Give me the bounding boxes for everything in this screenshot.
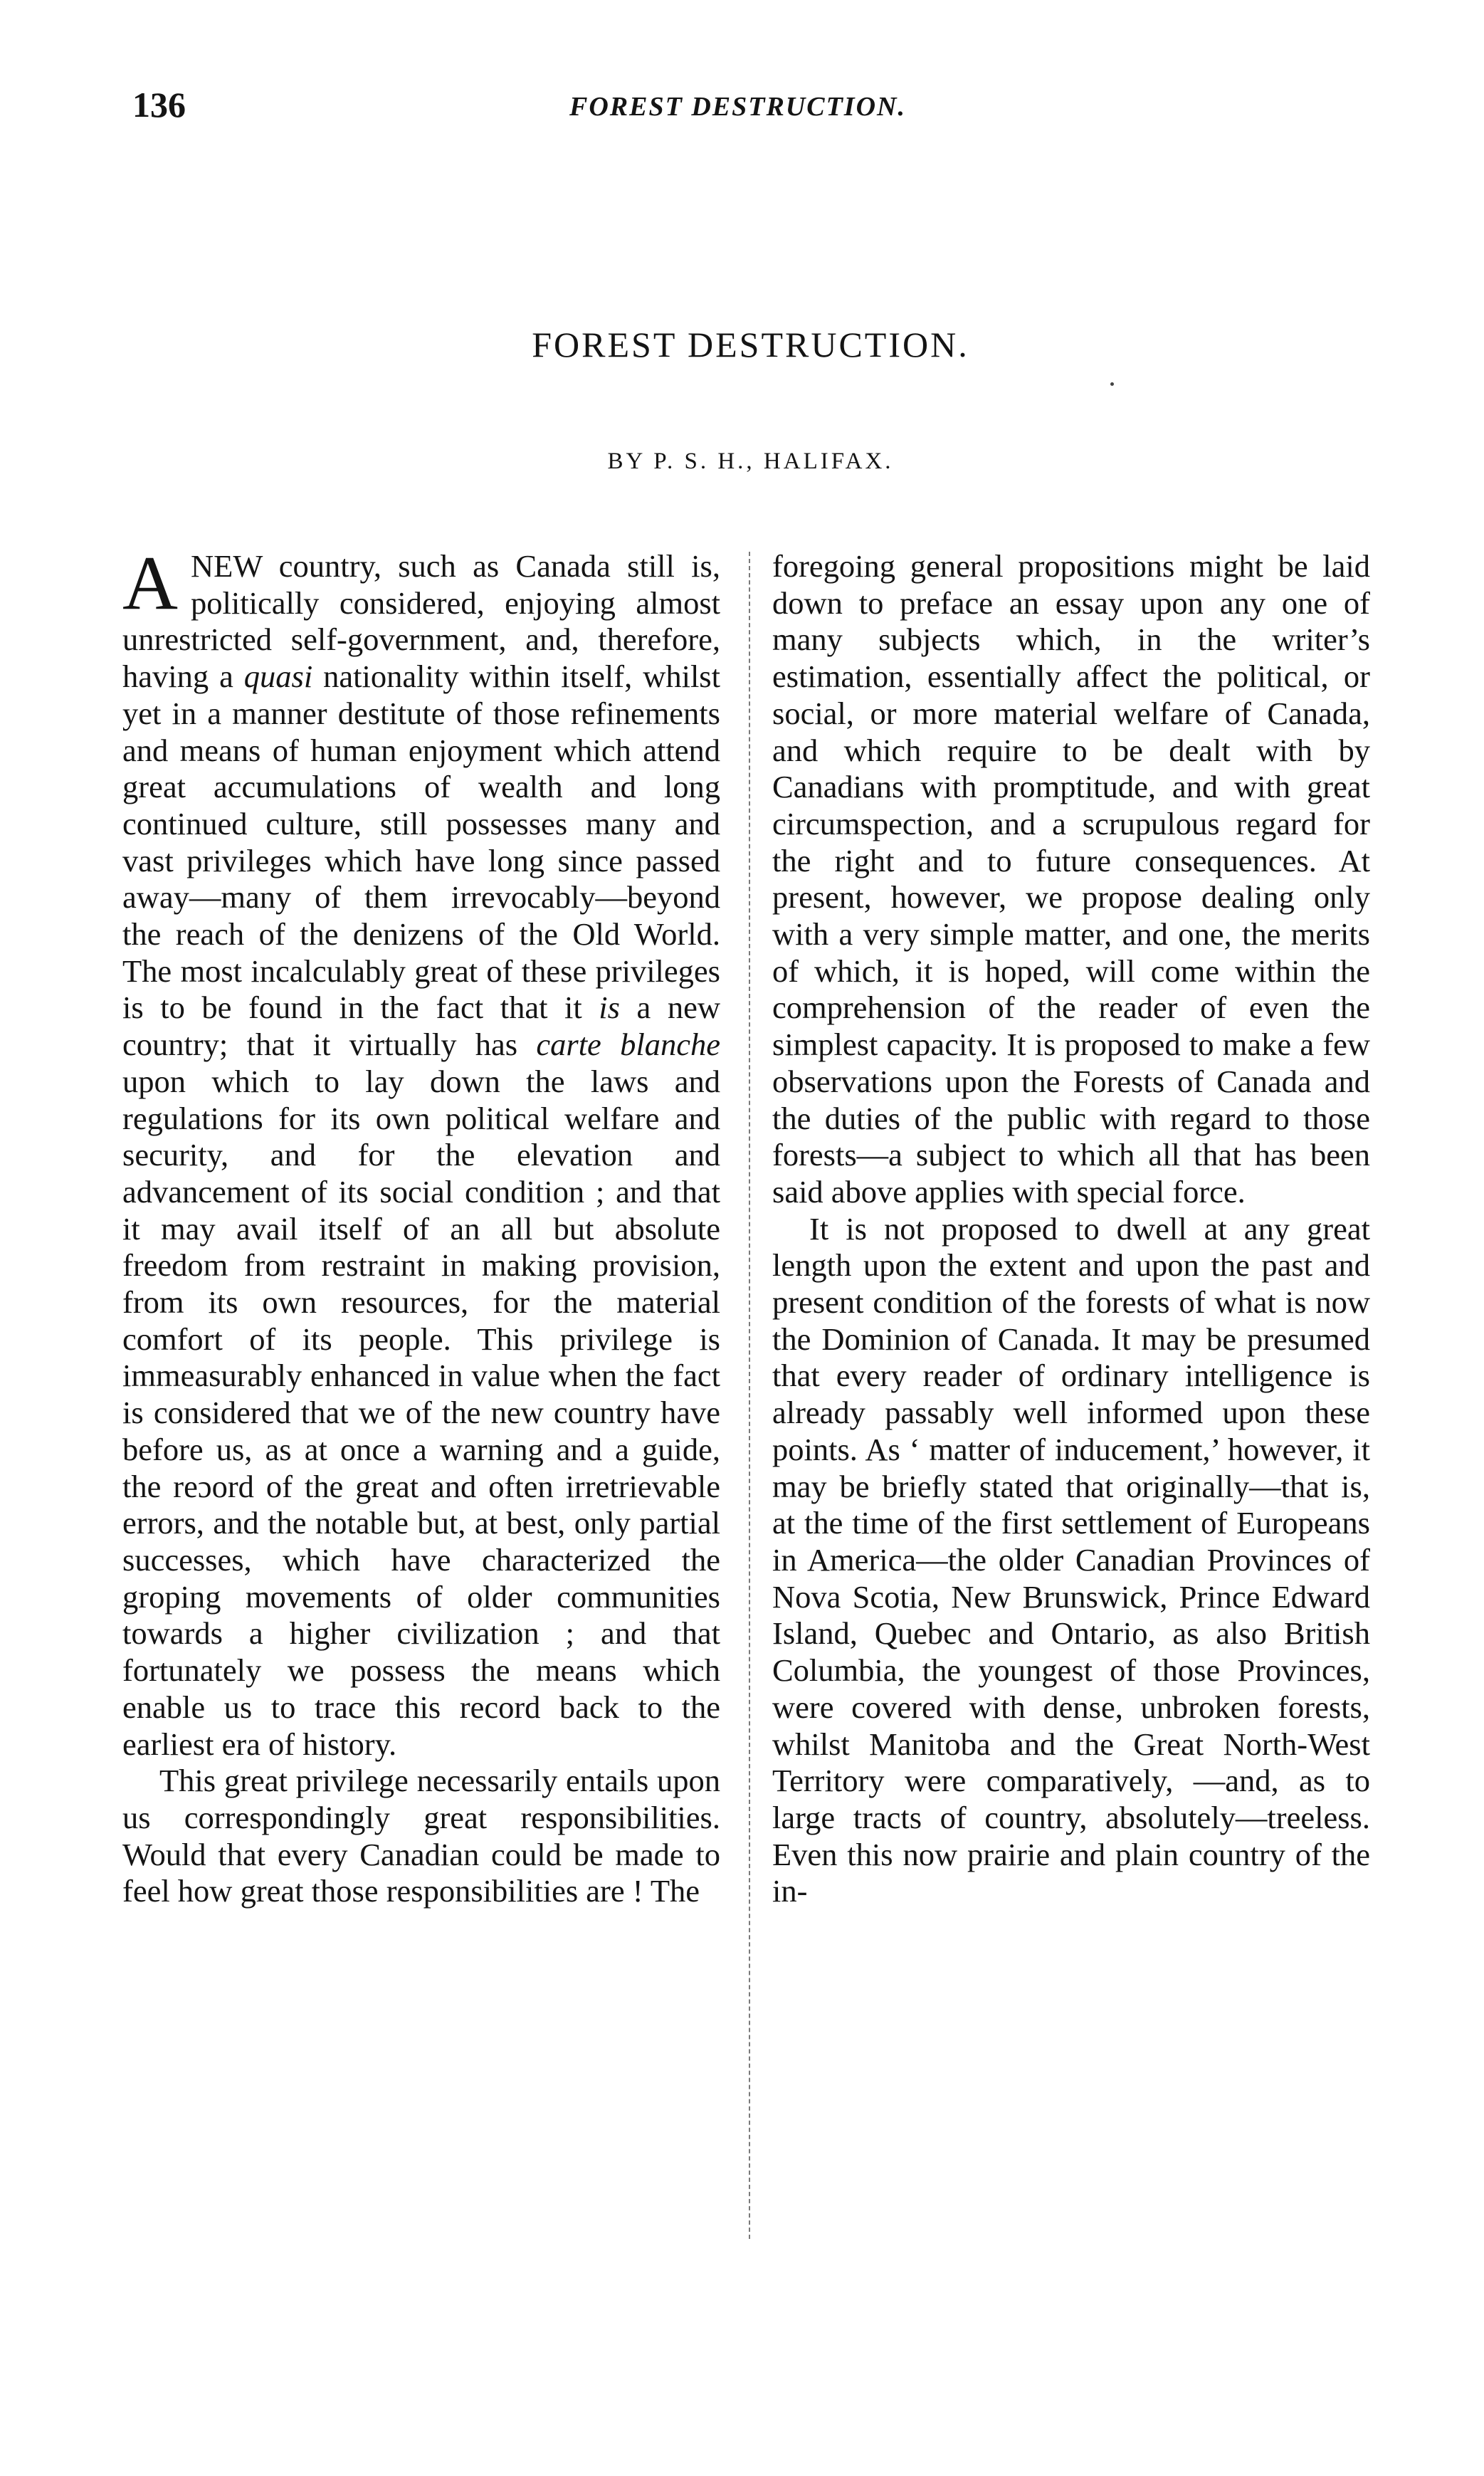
left-paragraph-1 <box>122 541 720 1763</box>
left-p1-carte-blanche: carte blanche <box>536 1027 720 1063</box>
page-header <box>0 84 1484 127</box>
right-column <box>772 548 1370 1910</box>
left-p1-text-b: nationality within itself, whilst yet in a manner destitute of those refinements and means of human enjoyment which attend great accumulations of wealth and long continued culture, still possesses many and vast privileges which have long since passed away—many of them irrevocably—beyond the reach of the denizens of the Old World. The most incalculably great of these privileges is to be found in the fact that it <box>122 659 720 1026</box>
running-title: FOREST DESTRUCTION. <box>569 92 906 122</box>
left-p1-text-d: upon which to lay down the laws and regulations for its own political welfare and security, and for the elevation and advancement of its social condition ; and that it may avail itself of an all but absolute freedom from restraint in making provision, from its own resources, for the material comfort of its people. This privilege is immeasurably enhanced in value when the fact is considered that we of the new country have before us, as at once a warning and a guide, the reɔord of the great and often irretrievable errors, and the notable but, at best, only partial successes, which have characterized the groping movements of older communities towards a higher civilization ; and that fortunately we possess the means which enable us to trace this record back to the earliest era of history. <box>122 1063 720 1762</box>
article-byline-text: BY P. S. H., HALIFAX. <box>607 448 894 474</box>
print-speck <box>1110 382 1114 386</box>
left-column <box>122 541 720 1910</box>
left-p1-is: is <box>599 990 620 1026</box>
right-paragraph-2: It is not proposed to dwell at any great length upon the extent and upon the past and present condition of the forests of what is now the Dominion of Canada. It may be presumed that every reader of ordinary intelligence is already passably well informed upon these points. As ‘ matter of inducement,’ however, it may be briefly stated that originally—that is, at the time of the first settlement of Europeans in America—the older Canadian Provinces of Nova Scotia, New Brunswick, Prince Edward Island, Quebec and Ontario, as also British Columbia, the youngest of those Provinces, were covered with dense, unbroken forests, whilst Manitoba and the Great North-West Territory were comparatively, —and, as to large tracts of country, absolutely—treeless. Even this now prairie and plain country of the in- <box>772 1210 1370 1909</box>
right-paragraph-1: foregoing general propositions might be laid down to preface an essay upon any one of many subjects which, in the writer’s estimation, essentially affect the political, or social, or more material welfare of Canada, and which require to be dealt with by Canadians with promptitude, and with great circumspection, and a scrupulous regard for the right and to future consequences. At present, however, we propose dealing only with a very simple matter, and one, the merits of which, it is hoped, will come within the comprehension of the reader of even the simplest capacity. It is proposed to make a few observations upon the Forests of Canada and the duties of the public with regard to those forests—a subject to which all that has been said above applies with special force. <box>772 548 1370 1210</box>
article-title <box>0 324 1484 365</box>
page-number: 136 <box>132 85 186 125</box>
left-p1-text-a: NEW country, such as Canada still is, politically considered, enjoying almost unrestricted self-government, and, therefore, having a <box>122 548 720 695</box>
left-p1-quasi: quasi <box>243 659 313 695</box>
article-title-text: FOREST DESTRUCTION. <box>532 325 969 364</box>
column-divider <box>749 552 750 2239</box>
left-paragraph-2: This great privilege necessarily entails upon us correspondingly great responsibilities. Would that every Canadian could be made to feel how great those responsibilities are ! The <box>122 1763 720 1909</box>
article-byline <box>0 448 1484 475</box>
left-p1-text-c: a new country; that it virtually has <box>122 990 720 1063</box>
drop-cap: A <box>122 541 178 626</box>
